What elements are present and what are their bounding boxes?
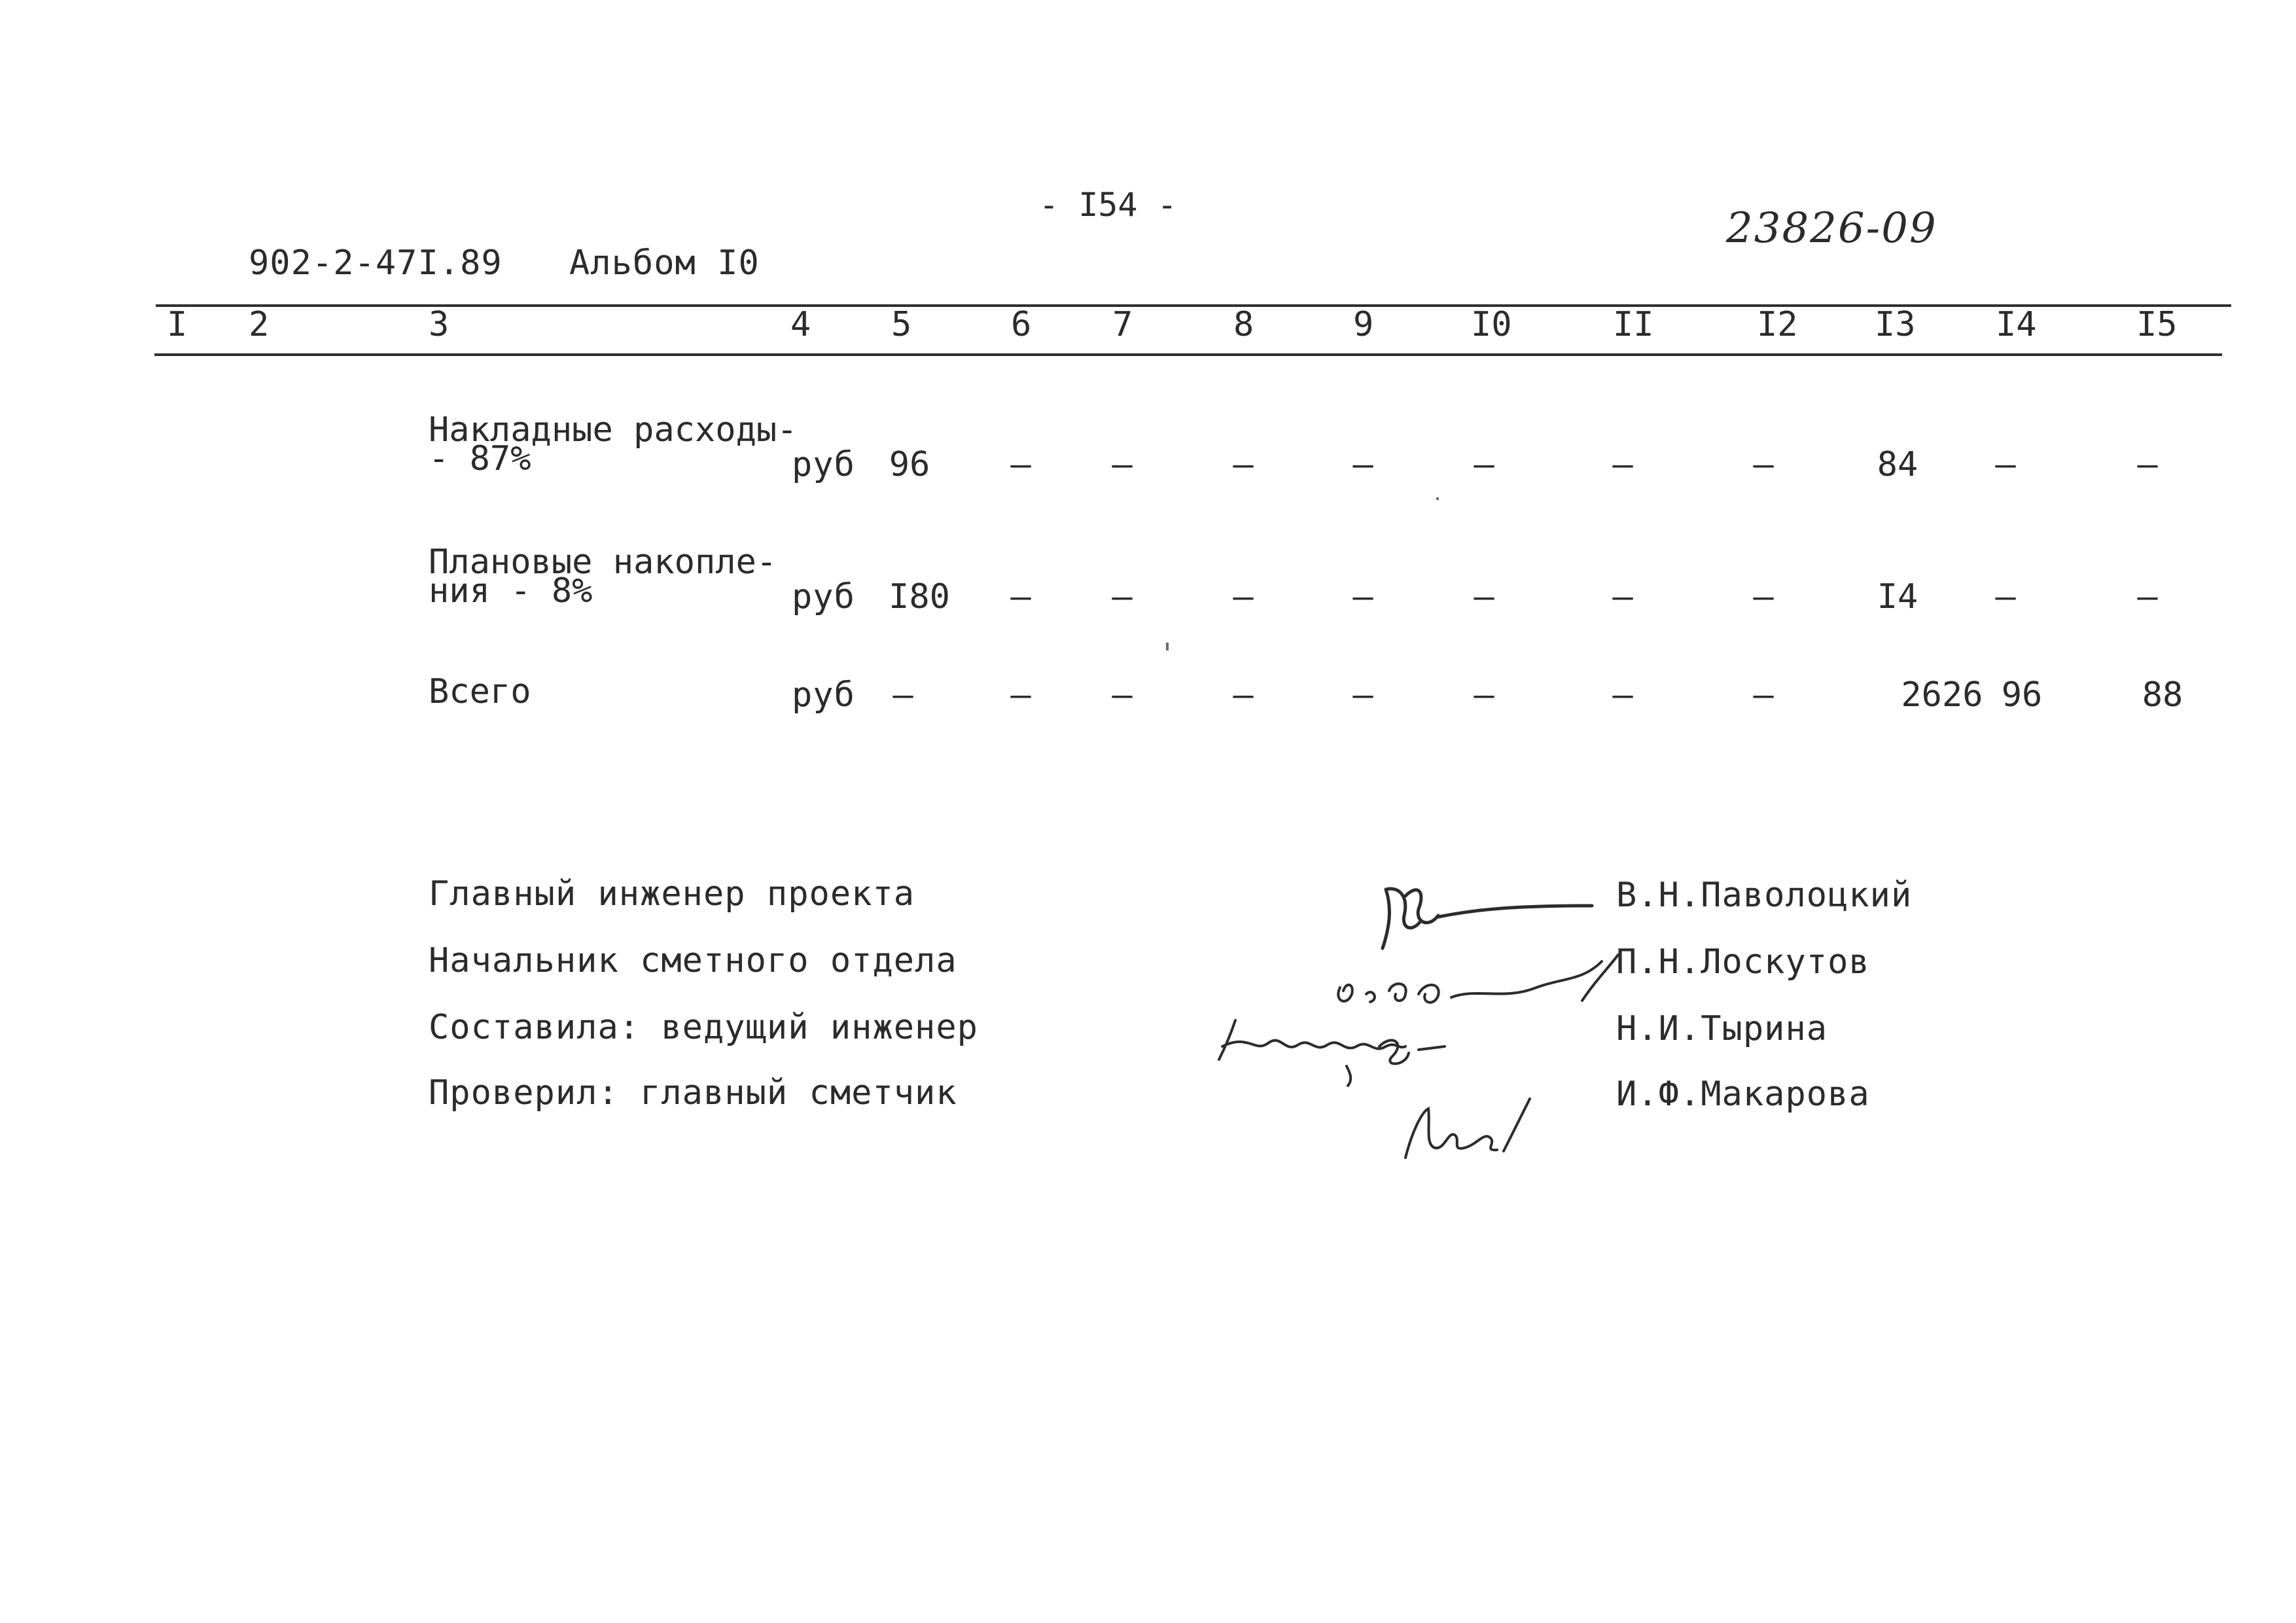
col-header: II bbox=[1613, 305, 1654, 344]
table-cell: – bbox=[1010, 577, 1031, 616]
table-cell: – bbox=[1753, 675, 1774, 715]
table-cell: – bbox=[1995, 445, 2016, 484]
table-cell: – bbox=[1474, 577, 1494, 616]
col-header: 5 bbox=[891, 305, 912, 344]
table-cell: – bbox=[1352, 577, 1373, 616]
col-header: 2 bbox=[249, 305, 270, 344]
table-cell: – bbox=[892, 675, 913, 715]
table-cell: – bbox=[1474, 445, 1494, 484]
table-cell: 96 bbox=[2001, 675, 2043, 715]
row-label-line1: Всего bbox=[429, 672, 531, 711]
col-header: 8 bbox=[1233, 305, 1254, 344]
table-cell: – bbox=[1995, 577, 2016, 616]
table-cell: I80 bbox=[889, 577, 950, 616]
row-label-line2: - 87% bbox=[429, 439, 531, 478]
scan-speck bbox=[1166, 643, 1169, 651]
table-header-rule bbox=[154, 353, 2222, 356]
table-cell: – bbox=[1010, 675, 1031, 715]
signatory-name: Н.И.Тырина bbox=[1616, 1009, 1828, 1048]
row-unit: руб bbox=[792, 445, 855, 484]
table-cell: – bbox=[1753, 445, 1774, 484]
inventory-number: 23826-09 bbox=[1726, 204, 1937, 253]
row-unit: руб bbox=[792, 675, 855, 715]
table-cell: – bbox=[1112, 675, 1133, 715]
table-top-rule bbox=[156, 304, 2231, 307]
table-cell: – bbox=[1753, 577, 1774, 616]
row-label-line1: Накладные расходы- bbox=[429, 410, 798, 450]
col-header: I2 bbox=[1757, 305, 1798, 344]
table-cell: 2626 bbox=[1901, 675, 1983, 715]
table-cell: – bbox=[1612, 445, 1633, 484]
table-cell: – bbox=[1112, 445, 1133, 484]
table-cell: – bbox=[1352, 675, 1373, 715]
signatory-position: Проверил: главный сметчик bbox=[429, 1073, 957, 1113]
signatory-name: И.Ф.Макарова bbox=[1616, 1075, 1870, 1114]
table-cell: – bbox=[1010, 445, 1031, 484]
table-cell: – bbox=[2137, 577, 2158, 616]
table-cell: 88 bbox=[2142, 675, 2183, 715]
signatory-position: Главный инженер проекта bbox=[429, 874, 915, 914]
table-cell: – bbox=[2137, 445, 2158, 484]
col-header: I0 bbox=[1471, 305, 1512, 344]
table-cell: 96 bbox=[889, 445, 930, 484]
col-header: I bbox=[167, 305, 188, 344]
doc-code: 902-2-47I.89 bbox=[249, 243, 503, 283]
signatory-name: П.Н.Лоскутов bbox=[1616, 942, 1870, 982]
table-cell: I4 bbox=[1877, 577, 1918, 616]
table-cell: – bbox=[1612, 675, 1633, 715]
col-header: I5 bbox=[2136, 305, 2178, 344]
table-cell: – bbox=[1474, 675, 1494, 715]
col-header: 6 bbox=[1011, 305, 1032, 344]
handwritten-signature bbox=[1354, 1073, 1563, 1186]
row-unit: руб bbox=[792, 577, 855, 616]
table-cell: – bbox=[1612, 577, 1633, 616]
col-header: 9 bbox=[1353, 305, 1374, 344]
col-header: 3 bbox=[429, 305, 450, 344]
col-header: 4 bbox=[790, 305, 811, 344]
table-cell: – bbox=[1352, 445, 1373, 484]
table-cell: 84 bbox=[1877, 445, 1918, 484]
table-cell: – bbox=[1233, 675, 1254, 715]
scan-speck bbox=[1436, 497, 1439, 500]
row-label-line1: Плановые накопле- bbox=[429, 543, 777, 582]
row-label-line2: ния - 8% bbox=[429, 571, 593, 611]
signatory-position: Начальник сметного отдела bbox=[429, 941, 957, 980]
signatory-position: Составила: ведущий инженер bbox=[429, 1008, 978, 1047]
table-cell: – bbox=[1233, 445, 1254, 484]
album-label: Альбом I0 bbox=[569, 243, 760, 283]
table-cell: – bbox=[1112, 577, 1133, 616]
col-header: 7 bbox=[1112, 305, 1133, 344]
col-header: I4 bbox=[1996, 305, 2037, 344]
table-cell: – bbox=[1233, 577, 1254, 616]
col-header: I3 bbox=[1875, 305, 1916, 344]
page-number: - I54 - bbox=[1039, 186, 1177, 224]
signatory-name: В.Н.Паволоцкий bbox=[1616, 876, 1913, 915]
